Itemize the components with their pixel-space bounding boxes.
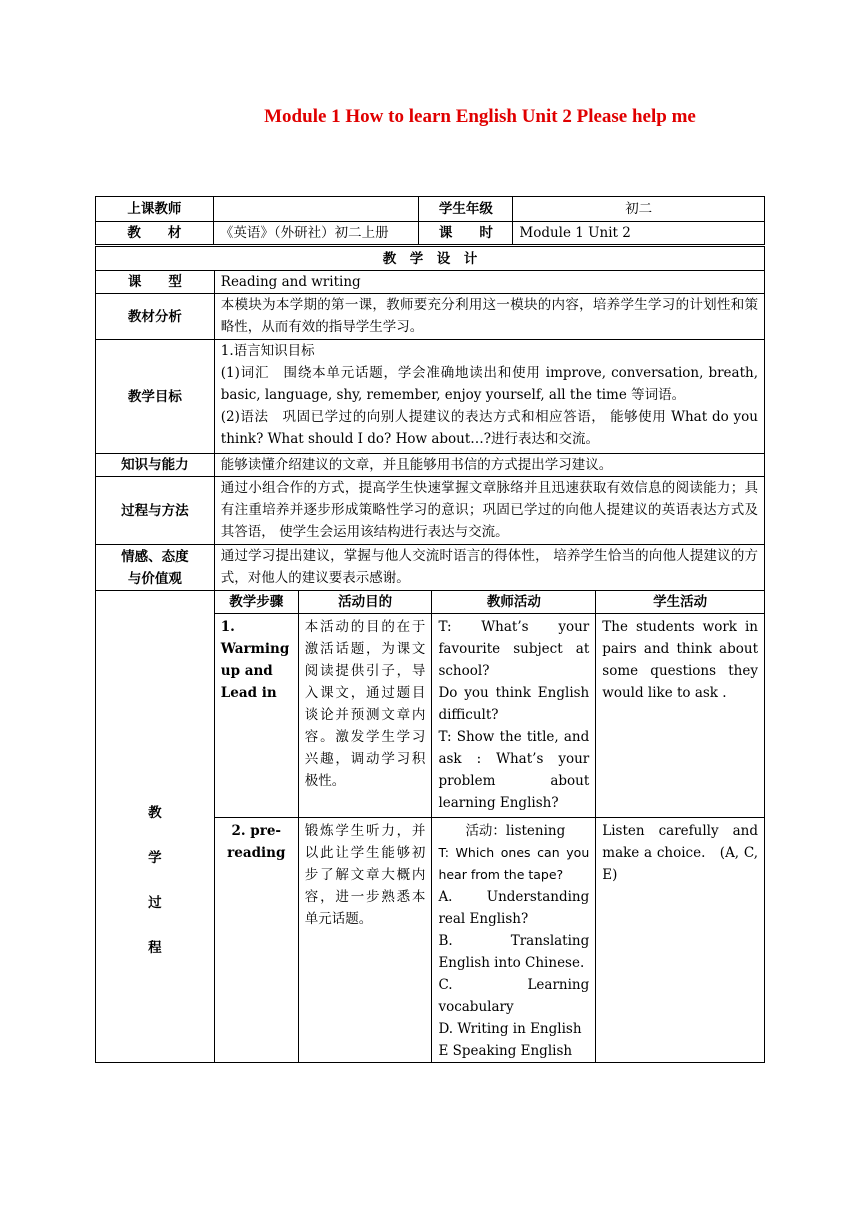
step-2-teacher — [432, 818, 596, 1063]
attitude-label-line: 情感、态度 — [121, 548, 189, 565]
process-label — [96, 591, 215, 1063]
material-analysis-text: 本模块为本学期的第一课，教师要充分利用这一模块的内容，培养学生学习的计划性和策略性，从而有效的指导学生学习。 — [214, 294, 764, 340]
teacher-line: E Speaking English — [438, 1043, 573, 1059]
teacher-line: Do you think English difficult? — [438, 685, 590, 723]
process-label-char: 过 — [148, 895, 162, 911]
process-label-char: 程 — [148, 940, 162, 956]
teacher-line: D. Writing in English — [438, 1021, 582, 1037]
process-method-label: 过程与方法 — [96, 477, 215, 545]
header-table — [95, 196, 765, 245]
lesson-type-label: 课 型 — [96, 271, 215, 294]
period-label: 课 时 — [419, 222, 513, 245]
process-label-char: 教 — [148, 805, 162, 821]
attitude-values-text: 通过学习提出建议，掌握与他人交流时语言的得体性， 培养学生恰当的向他人提建议的方式，对他人的建议要表示感谢。 — [214, 545, 764, 591]
step-1-purpose: 本活动的目的在于激活话题，为课文阅读提供引子，导入课文，通过题目谈论并预测文章内容。激发学生学习兴趣，调动学习积极性。 — [298, 614, 432, 818]
teaching-goals-text — [214, 340, 764, 454]
teacher-label: 上课教师 — [96, 197, 214, 222]
teaching-goals-label: 教学目标 — [96, 340, 215, 454]
col-header-steps: 教学步骤 — [214, 591, 298, 614]
knowledge-ability-text: 能够读懂介绍建议的文章，并且能够用书信的方式提出学习建议。 — [214, 454, 764, 477]
goal-line: 1.语言知识目标 — [220, 343, 315, 359]
document-title: Module 1 How to learn English Unit 2 Please help me — [264, 106, 696, 127]
period-value: Module 1 Unit 2 — [513, 222, 765, 245]
attitude-label-line: 与价值观 — [127, 570, 182, 587]
design-table — [95, 246, 765, 1063]
col-header-purpose: 活动目的 — [298, 591, 432, 614]
process-label-char: 学 — [148, 850, 162, 866]
step-1-teacher — [432, 614, 596, 818]
design-heading: 教 学 设 计 — [96, 247, 765, 271]
step-1-student: The students work in pairs and think about some questions they would like to ask . — [596, 614, 765, 818]
grade-value: 初二 — [513, 197, 765, 222]
goal-line: (2)语法 巩固已学过的向别人提建议的表达方式和相应答语， 能够使用 What do you think? What should I do? How about…?进行表达和交流。 — [220, 409, 758, 447]
material-value: 《英语》（外研社）初二上册 — [213, 222, 419, 245]
material-label: 教 材 — [96, 222, 214, 245]
teacher-line: T: Which ones can you hear from the tape? — [438, 845, 590, 882]
step-2: 2. pre-reading — [214, 818, 298, 1063]
teacher-line: B. Translating English into Chinese. — [438, 933, 590, 971]
process-method-text: 通过小组合作的方式，提高学生快速掌握文章脉络并且迅速获取有效信息的阅读能力；具有注重培养并逐步形成策略性学习的意识；巩固已学过的向他人提建议的英语表达方式及其答语， 使学生会运用该结构进行表达与交流。 — [214, 477, 764, 545]
attitude-values-label — [96, 545, 215, 591]
step-2-student: Listen carefully and make a choice. (A, C, E) — [596, 818, 765, 1063]
col-header-student: 学生活动 — [596, 591, 765, 614]
teacher-line: 活动：listening — [465, 823, 566, 839]
teacher-line: C. Learning vocabulary — [438, 977, 590, 1015]
material-analysis-label: 教材分析 — [96, 294, 215, 340]
teacher-line: T: What’s your favourite subject at school? — [438, 619, 590, 679]
teacher-line: A. Understanding real English? — [438, 889, 590, 927]
grade-label: 学生年级 — [419, 197, 513, 222]
knowledge-ability-label: 知识与能力 — [96, 454, 215, 477]
step-2-purpose: 锻炼学生听力，并以此让学生能够初步了解文章大概内容，进一步熟悉本单元话题。 — [298, 818, 432, 1063]
lesson-type-value: Reading and writing — [214, 271, 764, 294]
col-header-teacher: 教师活动 — [432, 591, 596, 614]
teacher-value — [213, 197, 419, 222]
step-1: 1. Warming up and Lead in — [214, 614, 298, 818]
teacher-line: T: Show the title, and ask : What’s your problem about learning English? — [438, 729, 590, 811]
goal-line: (1)词汇 围绕本单元话题，学会准确地读出和使用 improve, conversation, breath, basic, language, shy, remember, enjoy yourself, all the time 等词语。 — [220, 365, 758, 403]
